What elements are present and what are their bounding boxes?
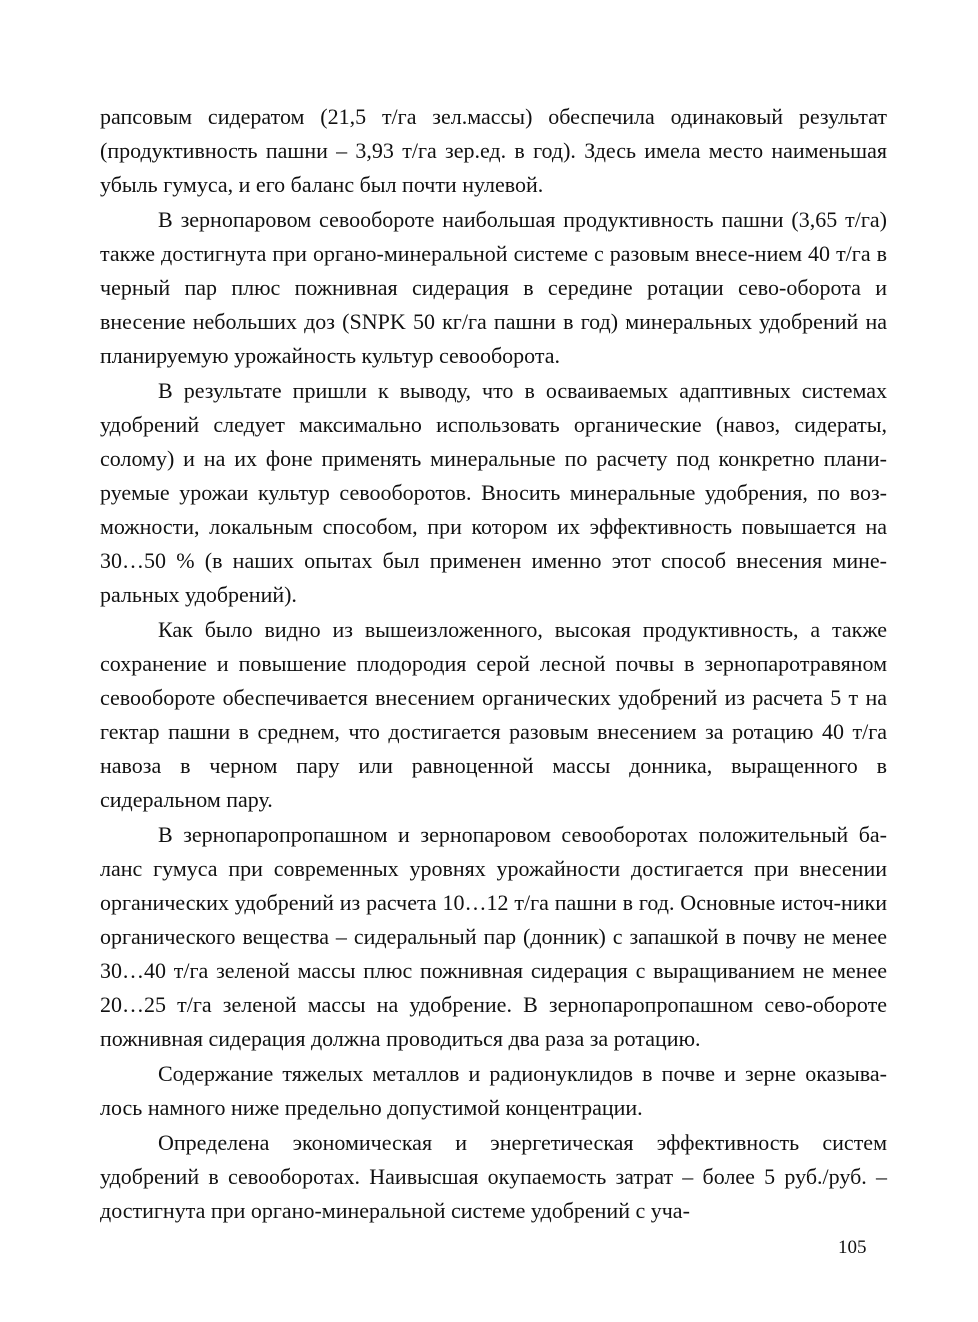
paragraph-4: Как было видно из вышеизложенного, высокая продуктивность, а также сохранение и повышение плодородия серой лесной почвы в зернопаротравяном севообороте обеспечивается внесением органических удобрений из расчета 5 т на гектар пашни в среднем, что достигается разовым внесением за ротацию 40 т/га навоза в черном пару или равноценной массы донника, выращенного в сидеральном пару. [100,617,887,812]
paragraph-5: В зернопаропропашном и зернопаровом севооборотах положительный ба-ланс гумуса при современных уровнях урожайности достигается при внесении органических удобрений из расчета 10…12 т/га пашни в год. Основные источ-ники органического вещества – сидеральный пар (донник) с запашкой в почву не менее 30…40 т/га зеленой массы плюс пожнивная сидерация с выращиванием не менее 20…25 т/га зеленой массы на удобрение. В зернопаропропашном сево-обороте пожнивная сидерация должна проводиться два раза за ротацию. [100,822,887,1051]
paragraph-1: рапсовым сидератом (21,5 т/га зел.массы) обеспечила одинаковый результат (продуктивность пашни – 3,93 т/га зер.ед. в год). Здесь имела место наименьшая убыль гумуса, и его баланс был почти нулевой. [100,104,887,197]
paragraph-2: В зернопаровом севообороте наибольшая продуктивность пашни (3,65 т/га) также достигнута при органо-минеральной системе с разовым внесе-нием 40 т/га в черный пар плюс пожнивная сидерация в середине ротации сево-оборота и внесение небольших доз (SNPK 50 кг/га пашни в год) минеральных удобрений на планируемую урожайность культур севооборота. [100,207,887,368]
paragraph-7: Определена экономическая и энергетическая эффективность систем удобрений в севооборотах. Наивысшая окупаемость затрат – более 5 руб./руб. – достигнута при органо-минеральной системе удобрений с уча- [100,1130,887,1223]
body-text [100,100,887,1228]
paragraph-3: В результате пришли к выводу, что в осваиваемых адаптивных системах удобрений следует максимально использовать органические (навоз, сидераты, солому) и на их фоне применять минеральные по расчету под конкретно плани-руемые урожаи культур севооборотов. Вносить минеральные удобрения, по воз-можности, локальным способом, при котором их эффективность повышается на 30…50 % (в наших опытах был применен именно этот способ внесения мине-ральных удобрений). [100,378,887,607]
page-number: 105 [838,1237,867,1258]
paragraph-6: Содержание тяжелых металлов и радионуклидов в почве и зерне оказыва-лось намного ниже предельно допустимой концентрации. [100,1061,887,1120]
